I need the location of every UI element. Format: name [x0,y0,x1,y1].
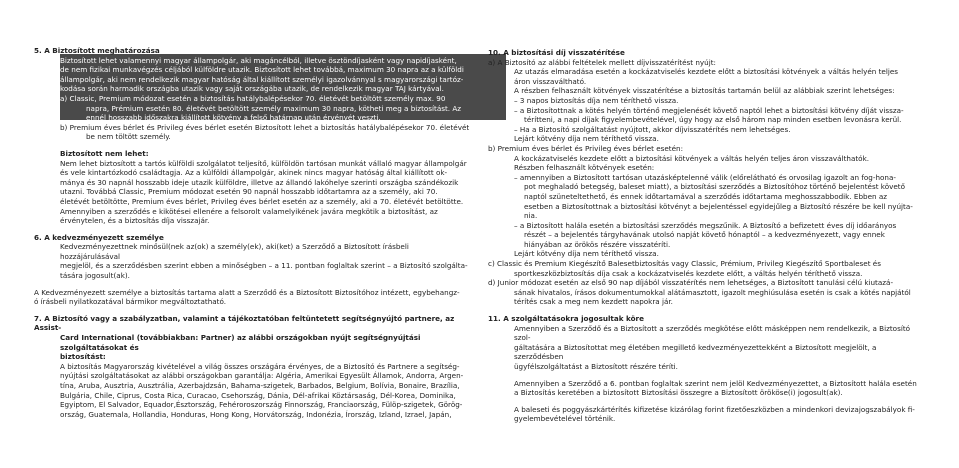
section-10-title: 10. A biztosítási díj visszatérítése [488,48,625,57]
section-11-title: 11. A szolgáltatásokra jogosultak köre [488,314,644,324]
section-11-p3: A baleseti és poggyászkártérítés kifizetése kizárólag forint fizetőeszközben a mindenkori devizajogszabályok fi- gyelembevételével történik. [514,404,915,424]
section-6-p2-line2: ó írásbeli nyilatkozatával bármikor megváltoztatható. [34,297,227,307]
right-column [488,48,918,424]
not-insured-block: Biztosított nem lehet: Nem lehet biztosított a tartós külföldi szolgálatot teljesítő, külföldön tartósan munkát vállaló magyar állampolgár és vele kintartózkodó családtagja. Az a külföldi állampolgár, akinek nincs magyar hatóság által kiállított ok- mánya és 30 napnál hosszabb ideje utazik külföldre, illetve az állandó lakóhelye szerinti országba szándékozik utazni. Továbbá Classic, Premium módozat esetén 90 napnál hosszabb időtartamra az a személy, aki 70. életévét betöltötte, Premium éves bérlet, Privileg éves bérlet esetén az a személy, aki a 70. életévét betöltötte. Amennyiben a szerződés e kikötései ellenére a felsorolt valamelyikének javára megkötik a biztosítást, az érvénytelen, és a biztosítás díja visszajár. [34,149,471,226]
section-6-text: Kedvezményezettnek minősül(nek az(ok) a személy(ek), aki(ket) a Szerződő a Biztosított írásbeli hozzájárulásával megjelöl, és a szerződésben szerint ebben a minőségben – a 11. pontban foglaltak szerint – a Biztosító szolgálta- tására jogosult(ak). [60,242,468,281]
section-5-text: Biztosított lehet valamennyi magyar állampolgár, aki magáncélból, illetve ösztöndíjasként vagy napidíjasként, de nem fizikai munkavégzés céljából külföldre utazik. Biztosított lehet továbbá, maximum 30 napra az a külföldi állampolgár, aki nem rendelkezik magyar hatóság által kiállított személyi igazolvánnyal s magyarországi tartóz- kodása során harmadik országba utazik vagy saját országába utazik, de rendelkezik magyar TAJ kártyával. a) Classic, Premium módozat esetén a biztosítás hatálybalépésekor 70. életévét betöltött személy max. 90 napra, Prémium esetén 80. életévét betöltött személy maximum 30 napra, kötheti meg a biztosítást. Az ennél hosszabb időszakra kiállított kötvény a felső határnap után érvényét veszti. [60,55,464,123]
section-6-title: 6. A kedvezményezett személye [34,232,164,242]
section-10-d: d) Junior módozat esetén az első 90 nap díjából visszatérítés nem lehetséges, a Biztosított tanulási célú kiutazá- sának hivatalos, írásos dokumentumokkal alátámasztott, igazolt meghiúsulása esetén is csak a kötés napjától térítés csak a meg nem kezdett napokra jár. [488,278,911,307]
section-5-title: 5. A Biztosított meghatározása [34,46,160,55]
section-7-title: 7. A Biztosító vagy a szabályzatban, valamint a tájékoztatóban feltüntetett segítségnyújtó partnere, az Assist- Card International (továbbiakban: Partner) az alábbi országokban nyújt segítségnyújtási szolgáltatásokat és biztosítást: [34,313,455,362]
section-11-p1: Amennyiben a Szerződő és a Biztosított a szerződés megkötése előtt másképpen nem rendelkezik, a Biztosító szol- gáltatására a Biztosítottat meg életében megillető kedvezményezettekként a Biztosított megjelölt, a szerződésben ügyfélszolgáltatást a Biztosított részére téríti. [514,323,911,371]
section-10-c: c) Classic és Premium Kiegészítő Balesetbiztosítás vagy Classic, Prémium, Privileg Kiegészítő Sportbaleset és sportkeszközbiztosítás díja csak a kockázatviselés kezdete előtt, a váltás helyén téríthető vissza. [488,259,881,278]
section-6-p2-line1: A Kedvezményezett személye a biztosítás tartama alatt a Szerződő és a Biztosított Biztosítóhoz intézett, egybehangz- [34,287,460,297]
not-insured-title: Biztosított nem lehet: [60,148,149,158]
section-11-p2: Amennyiben a Szerződő a 6. pontban foglaltak szerint nem jelöl Kedvezményezettet, a Biztosított halála esetén a Biztosítás keretében a biztosított Biztosítási összegre a Biztosított örököse(i) jogosult(ak). [514,378,917,398]
section-10-b: b) Premium éves bérlet és Privileg éves bérlet esetén: A kockázatviselés kezdete előtt a biztosítási kötvények a váltás helyén teljes áron visszaválthatók. Részben felhasznált kötvények esetén: – amennyiben a Biztosított tartósan utazásképtelenné válik (előrelátható és orvosilag igazolt an fog-hona- pot meghaladó betegség, baleset miatt), a biztosítási szerződés a Biztosítóhoz történő bejelentést követő naptól szüneteltethető, és ennek időtartamával a szerződés időtartama meghosszabbodik. Ebben az esetben a Biztosítottnak a biztosítási kötvényt a bejelentéssel egyidejűleg a Biztosító részére be kell nyújta- nia. – a Biztosított halála esetén a biztosítási szerződés megszűnik. A Biztosító a befizetett éves díj időarányos részét – a bejelentés tárgyhavának utolsó napját követő hónaptól – a kedvezményezett, vagy ennek hiányában az örökös részére visszatéríti. Lejárt kötvény díja nem téríthető vissza. [488,143,913,259]
section-7-text: A biztosítás Magyarország kivételével a világ összes országára érvényes, de a Biztosító és Partnere a segítség- nyújtási szolgáltatásokat az alábbi országokban garantálja: Algéria, Amerikai Egyesült Államok, Andorra, Argen- tína, Aruba, Ausztria, Ausztrália, Azerbajdzsán, Bahama-szigetek, Barbados, Belgium, Bolívia, Bonaire, Brazília, Bulgária, Chile, Ciprus, Costa Rica, Curacao, Csehország, Dánia, Dél-afrikai Köztársaság, Dél-Korea, Dominika, Egyiptom, El Salvador, Equador,Észtország, Fehéroroszország Finnország, Franciaország, Fülöp-szigetek, Görög- ország, Guatemala, Hollandia, Honduras, Hong Kong, Horvátország, Indonézia, Írország, Izland, Izrael, Japán, [60,361,464,419]
left-column [34,46,471,419]
section-10-a: a) A Biztosító az alábbi feltételek mellett díjvisszatérítést nyújt: Az utazás elmaradása esetén a kockázatviselés kezdete előtt a biztosítási kötvények a váltás helyén teljes áron visszaváltható. A részben felhasznált kötvények visszatérítése a biztosítás tartamán belül az alábbiak szerint lehetséges: – 3 napos biztosítás díja nem téríthető vissza. – a Biztosítottnak a kötés helyén történő megjelenését követő naptól lehet a biztosítási kötvény díját vissza- térítteni, a napi díjak figyelembevételével, úgy hogy az első három nap minden esetben levonásra kerül. – Ha a Biztosító szolgáltatást nyújtott, akkor díjvisszatérítés nem lehetséges. Lejárt kötvény díja nem téríthető vissza. [488,57,904,144]
section-5-b: b) Premium éves bérlet és Privileg éves bérlet esetén Biztosított lehet a biztosítás hatálybalépésekor 70. életévét be nem töltött személy. [60,122,470,142]
